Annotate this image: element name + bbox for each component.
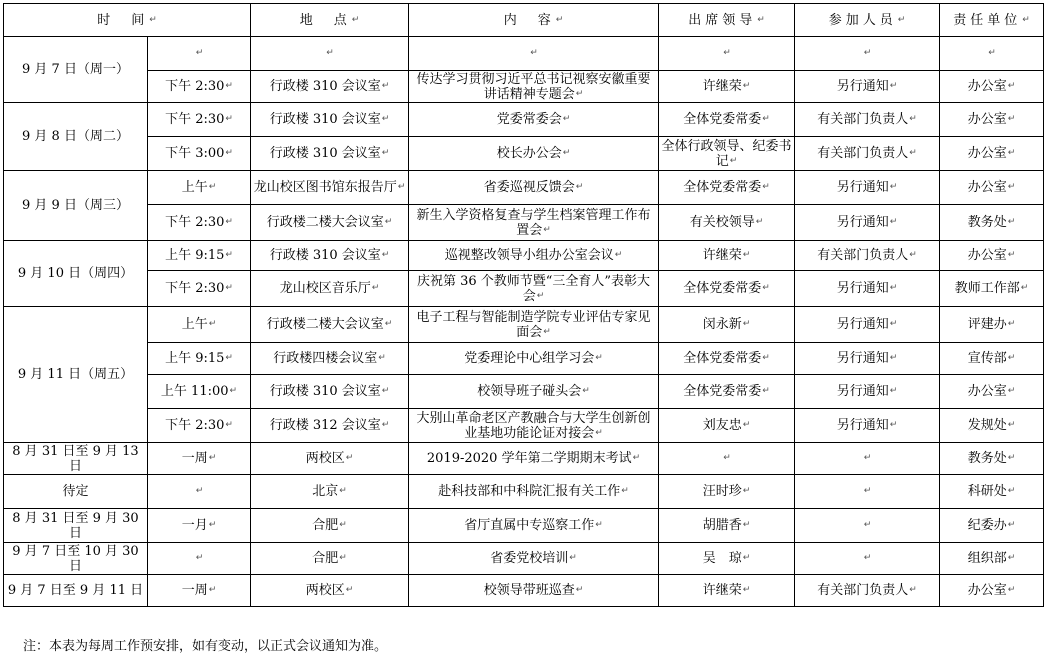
participants-cell: 另行通知↵ bbox=[795, 375, 940, 409]
table-row bbox=[4, 71, 1044, 103]
unit-cell: 教师工作部↵ bbox=[940, 271, 1044, 307]
time-cell: 上午 9:15↵ bbox=[148, 343, 251, 375]
table-row bbox=[4, 103, 1044, 137]
schedule-page bbox=[3, 3, 1044, 654]
date-cell: 9 月 7 日至 9 月 11 日 bbox=[4, 575, 148, 607]
unit-cell: 宣传部↵ bbox=[940, 343, 1044, 375]
participants-cell: ↵ bbox=[795, 37, 940, 71]
content-cell: 赴科技部和中科院汇报有关工作↵ bbox=[409, 475, 659, 509]
leader-cell: 全体党委常委↵ bbox=[659, 375, 795, 409]
content-cell: 大别山革命老区产教融合与大学生创新创业基地功能论证对接会↵ bbox=[409, 409, 659, 443]
table-row bbox=[4, 171, 1044, 205]
header-responsible-unit: 责任单位↵ bbox=[940, 4, 1044, 37]
location-cell: 龙山校区图书馆东报告厅↵ bbox=[251, 171, 409, 205]
table-row bbox=[4, 409, 1044, 443]
table-row bbox=[4, 343, 1044, 375]
unit-cell: 办公室↵ bbox=[940, 137, 1044, 171]
location-cell: 两校区↵ bbox=[251, 575, 409, 607]
leader-cell: 全体党委常委↵ bbox=[659, 271, 795, 307]
date-cell: 9 月 10 日（周四） bbox=[4, 241, 148, 307]
unit-cell: 办公室↵ bbox=[940, 575, 1044, 607]
location-cell: 两校区↵ bbox=[251, 443, 409, 475]
leader-cell: 全体行政领导、纪委书记↵ bbox=[659, 137, 795, 171]
time-cell: 一周↵ bbox=[148, 575, 251, 607]
participants-cell: ↵ bbox=[795, 443, 940, 475]
time-cell: 下午 3:00↵ bbox=[148, 137, 251, 171]
content-cell: 新生入学资格复查与学生档案管理工作布置会↵ bbox=[409, 205, 659, 241]
leader-cell: 汪时珍↵ bbox=[659, 475, 795, 509]
unit-cell: 组织部↵ bbox=[940, 543, 1044, 575]
content-cell: 省委党校培训↵ bbox=[409, 543, 659, 575]
content-cell: 2019-2020 学年第二学期期末考试↵ bbox=[409, 443, 659, 475]
date-cell: 9 月 11 日（周五） bbox=[4, 307, 148, 443]
date-cell: 9 月 7 日至 10 月 30 日 bbox=[4, 543, 148, 575]
content-cell: 党委常委会↵ bbox=[409, 103, 659, 137]
date-cell: 9 月 9 日（周三） bbox=[4, 171, 148, 241]
participants-cell: ↵ bbox=[795, 475, 940, 509]
location-cell: 合肥↵ bbox=[251, 509, 409, 543]
content-cell: 传达学习贯彻习近平总书记视察安徽重要讲话精神专题会↵ bbox=[409, 71, 659, 103]
location-cell: 行政楼二楼大会议室↵ bbox=[251, 205, 409, 241]
unit-cell: 办公室↵ bbox=[940, 241, 1044, 271]
unit-cell: 办公室↵ bbox=[940, 171, 1044, 205]
time-cell: 下午 2:30↵ bbox=[148, 409, 251, 443]
table-row bbox=[4, 307, 1044, 343]
table-row bbox=[4, 241, 1044, 271]
participants-cell: 另行通知↵ bbox=[795, 71, 940, 103]
footnote: 注：本表为每周工作预安排，如有变动，以正式会议通知为准。 bbox=[23, 639, 388, 654]
participants-cell: 有关部门负责人↵ bbox=[795, 241, 940, 271]
participants-cell: 另行通知↵ bbox=[795, 307, 940, 343]
content-cell: 巡视整改领导小组办公室会议↵ bbox=[409, 241, 659, 271]
leader-cell: ↵ bbox=[659, 443, 795, 475]
time-cell: ↵ bbox=[148, 37, 251, 71]
unit-cell: 发规处↵ bbox=[940, 409, 1044, 443]
unit-cell: ↵ bbox=[940, 37, 1044, 71]
content-cell: ↵ bbox=[409, 37, 659, 71]
header-participants: 参加人员↵ bbox=[795, 4, 940, 37]
date-cell: 8 月 31 日至 9 月 13 日 bbox=[4, 443, 148, 475]
location-cell: 合肥↵ bbox=[251, 543, 409, 575]
date-cell: 8 月 31 日至 9 月 30 日 bbox=[4, 509, 148, 543]
leader-cell: 许继荣↵ bbox=[659, 241, 795, 271]
location-cell: 行政楼 310 会议室↵ bbox=[251, 103, 409, 137]
time-cell: 下午 2:30↵ bbox=[148, 103, 251, 137]
location-cell: 行政楼二楼大会议室↵ bbox=[251, 307, 409, 343]
participants-cell: 有关部门负责人↵ bbox=[795, 575, 940, 607]
leader-cell: 吴 琼↵ bbox=[659, 543, 795, 575]
header-leaders: 出席领导↵ bbox=[659, 4, 795, 37]
header-location: 地 点↵ bbox=[251, 4, 409, 37]
leader-cell: 全体党委常委↵ bbox=[659, 171, 795, 205]
unit-cell: 办公室↵ bbox=[940, 375, 1044, 409]
time-cell: 一周↵ bbox=[148, 443, 251, 475]
header-time: 时 间↵ bbox=[4, 4, 251, 37]
time-cell: 下午 2:30↵ bbox=[148, 205, 251, 241]
date-cell: 待定 bbox=[4, 475, 148, 509]
leader-cell: 全体党委常委↵ bbox=[659, 103, 795, 137]
leader-cell: 全体党委常委↵ bbox=[659, 343, 795, 375]
location-cell: 行政楼 312 会议室↵ bbox=[251, 409, 409, 443]
schedule-body bbox=[4, 37, 1044, 607]
table-row bbox=[4, 137, 1044, 171]
date-cell: 9 月 8 日（周二） bbox=[4, 103, 148, 171]
location-cell: 行政楼 310 会议室↵ bbox=[251, 375, 409, 409]
time-cell: 下午 2:30↵ bbox=[148, 271, 251, 307]
content-cell: 校领导班子碰头会↵ bbox=[409, 375, 659, 409]
time-cell: 上午↵ bbox=[148, 307, 251, 343]
time-cell: 上午 11:00↵ bbox=[148, 375, 251, 409]
table-row bbox=[4, 205, 1044, 241]
content-cell: 校长办公会↵ bbox=[409, 137, 659, 171]
leader-cell: 许继荣↵ bbox=[659, 71, 795, 103]
location-cell: ↵ bbox=[251, 37, 409, 71]
time-cell: 下午 2:30↵ bbox=[148, 71, 251, 103]
participants-cell: 有关部门负责人↵ bbox=[795, 137, 940, 171]
participants-cell: 另行通知↵ bbox=[795, 171, 940, 205]
participants-cell: 另行通知↵ bbox=[795, 271, 940, 307]
content-cell: 庆祝第 36 个教师节暨“三全育人”表彰大会↵ bbox=[409, 271, 659, 307]
participants-cell: 另行通知↵ bbox=[795, 409, 940, 443]
leader-cell: 胡腊香↵ bbox=[659, 509, 795, 543]
participants-cell: 有关部门负责人↵ bbox=[795, 103, 940, 137]
table-row bbox=[4, 509, 1044, 543]
participants-cell: 另行通知↵ bbox=[795, 343, 940, 375]
location-cell: 行政楼 310 会议室↵ bbox=[251, 137, 409, 171]
content-cell: 党委理论中心组学习会↵ bbox=[409, 343, 659, 375]
weekly-schedule-table bbox=[3, 3, 1044, 607]
table-row bbox=[4, 575, 1044, 607]
participants-cell: 另行通知↵ bbox=[795, 205, 940, 241]
unit-cell: 纪委办↵ bbox=[940, 509, 1044, 543]
time-cell: ↵ bbox=[148, 543, 251, 575]
participants-cell: ↵ bbox=[795, 543, 940, 575]
table-row bbox=[4, 475, 1044, 509]
header-row bbox=[4, 4, 1044, 37]
content-cell: 省委巡视反馈会↵ bbox=[409, 171, 659, 205]
time-cell: 上午 9:15↵ bbox=[148, 241, 251, 271]
table-row bbox=[4, 543, 1044, 575]
content-cell: 校领导带班巡查↵ bbox=[409, 575, 659, 607]
unit-cell: 教务处↵ bbox=[940, 443, 1044, 475]
time-cell: 上午↵ bbox=[148, 171, 251, 205]
unit-cell: 办公室↵ bbox=[940, 71, 1044, 103]
table-row bbox=[4, 37, 1044, 71]
participants-cell: ↵ bbox=[795, 509, 940, 543]
leader-cell: 闵永新↵ bbox=[659, 307, 795, 343]
location-cell: 行政楼四楼会议室↵ bbox=[251, 343, 409, 375]
unit-cell: 教务处↵ bbox=[940, 205, 1044, 241]
leader-cell: 许继荣↵ bbox=[659, 575, 795, 607]
unit-cell: 评建办↵ bbox=[940, 307, 1044, 343]
location-cell: 行政楼 310 会议室↵ bbox=[251, 71, 409, 103]
unit-cell: 办公室↵ bbox=[940, 103, 1044, 137]
table-row bbox=[4, 443, 1044, 475]
table-row bbox=[4, 271, 1044, 307]
unit-cell: 科研处↵ bbox=[940, 475, 1044, 509]
header-content: 内 容↵ bbox=[409, 4, 659, 37]
leader-cell: 刘友忠↵ bbox=[659, 409, 795, 443]
content-cell: 省厅直属中专巡察工作↵ bbox=[409, 509, 659, 543]
leader-cell: 有关校领导↵ bbox=[659, 205, 795, 241]
location-cell: 行政楼 310 会议室↵ bbox=[251, 241, 409, 271]
date-cell: 9 月 7 日（周一） bbox=[4, 37, 148, 103]
content-cell: 电子工程与智能制造学院专业评估专家见面会↵ bbox=[409, 307, 659, 343]
time-cell: 一月↵ bbox=[148, 509, 251, 543]
leader-cell: ↵ bbox=[659, 37, 795, 71]
table-row bbox=[4, 375, 1044, 409]
location-cell: 龙山校区音乐厅↵ bbox=[251, 271, 409, 307]
location-cell: 北京↵ bbox=[251, 475, 409, 509]
time-cell: ↵ bbox=[148, 475, 251, 509]
